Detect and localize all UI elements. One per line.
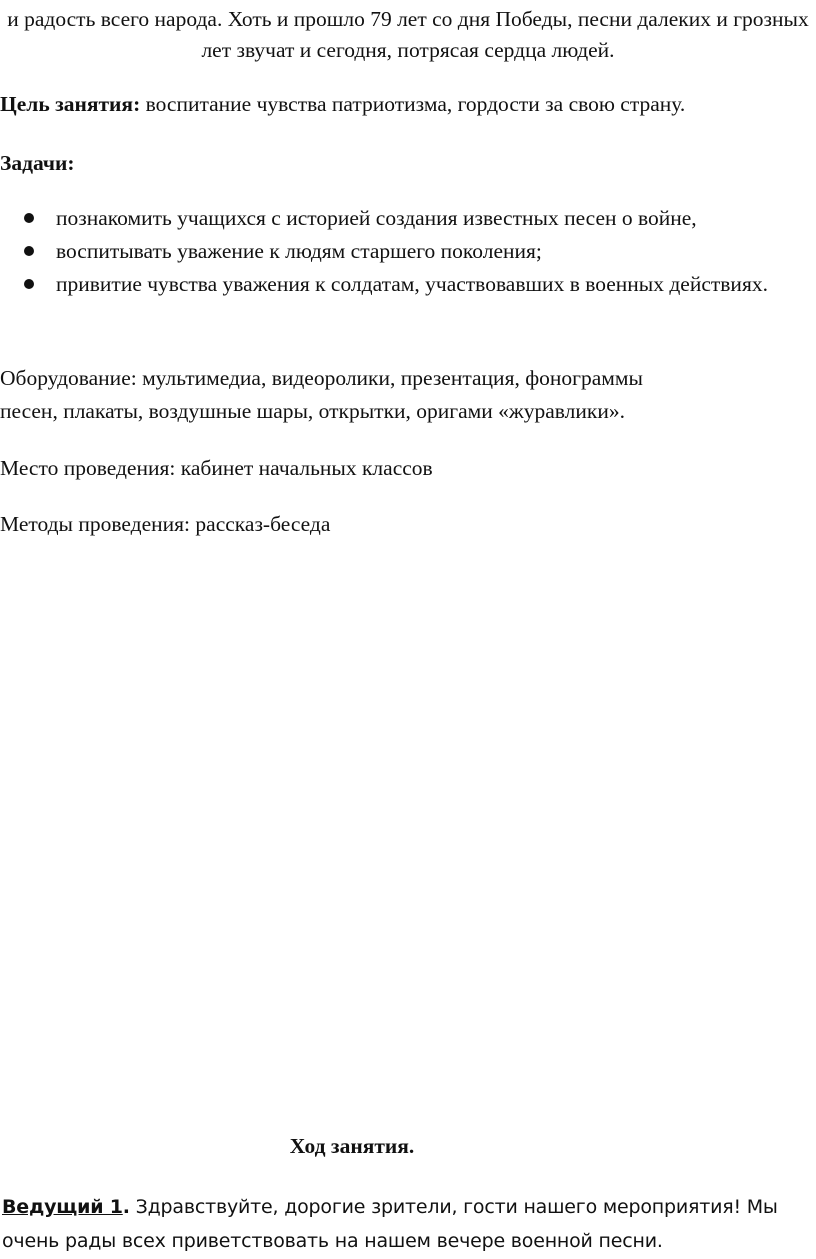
equipment-line-1: Оборудование: мультимедиа, видеоролики, презентация, фонограммы [0,366,643,390]
list-item: познакомить учащихся с историей создания известных песен о войне, [0,203,796,234]
tasks-list [0,203,796,302]
speaker-dot: . [122,1196,130,1218]
section-title: Ход занятия. [289,1134,415,1158]
speech-text: Здравствуйте, дорогие зрители, гости нашего мероприятия! Мы очень рады всех приветствовать на нашем вечере военной песни. [2,1196,778,1252]
goal-paragraph [0,89,685,120]
list-item: воспитывать уважение к людям старшего поколения; [0,236,796,267]
methods-paragraph: Методы проведения: рассказ-беседа [0,512,331,536]
list-item: привитие чувства уважения к солдатам, участвовавших в военных действиях. [0,269,796,300]
bullet-icon [24,246,34,256]
speech-paragraph [2,1190,816,1258]
speaker-name: Ведущий 1 [2,1196,123,1218]
goal-text: воспитание чувства патриотизма, гордости за свою страну. [140,92,686,116]
bullet-icon [24,213,34,223]
equipment-line-2: песен, плакаты, воздушные шары, открытки, оригами «журавлики». [0,399,625,423]
intro-paragraph: и радость всего народа. Хоть и прошло 79 лет со дня Победы, песни далеких и грозных лет звучат и сегодня, потрясая сердца людей. [7,7,809,62]
bullet-icon [24,279,34,289]
place-paragraph: Место проведения: кабинет начальных классов [0,456,433,480]
goal-label: Цель занятия: [0,92,141,116]
tasks-heading: Задачи: [0,151,75,175]
